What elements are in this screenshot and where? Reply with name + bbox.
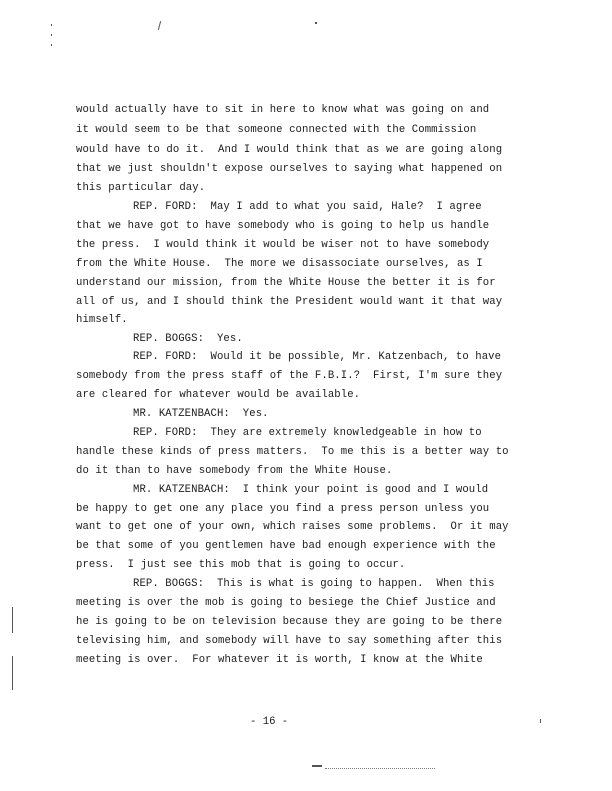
- speaker-line: REP. FORD: Would it be possible, Mr. Katzenbach, to have: [133, 351, 502, 363]
- text-line: himself.: [76, 314, 128, 326]
- speaker-line: REP. BOGGS: This is what is going to happen. When this: [133, 578, 495, 590]
- left-margin-bar-2: [12, 656, 13, 690]
- text-line: be happy to get one any place you find a press person unless you: [76, 503, 490, 515]
- text-line: do it than to have somebody from the White House.: [76, 465, 393, 477]
- left-margin-dot-1: [51, 24, 52, 26]
- text-line: be that some of you gentlemen have bad enough experience with the: [76, 540, 496, 552]
- text-line: understand our mission, from the White House the better it is for: [76, 277, 496, 289]
- top-right-dot: [315, 22, 317, 24]
- speaker-line: REP. FORD: They are extremely knowledgeable in how to: [133, 427, 482, 439]
- speaker-line: REP. FORD: May I add to what you said, Hale? I agree: [133, 201, 482, 213]
- text-line: he is going to be on television because they are going to be there: [76, 616, 503, 628]
- footer-rule: [325, 768, 435, 769]
- top-stray-mark: [158, 21, 161, 30]
- text-line: this particular day.: [76, 182, 206, 194]
- text-line: that we have got to have somebody who is going to help us handle: [76, 220, 490, 232]
- speaker-line: REP. BOGGS: Yes.: [133, 333, 243, 345]
- text-line: handle these kinds of press matters. To me this is a better way to: [76, 446, 509, 458]
- footer-mark: [312, 765, 322, 767]
- speaker-line: MR. KATZENBACH: Yes.: [133, 408, 269, 420]
- text-line: want to get one of your own, which raises some problems. Or it may: [76, 521, 509, 533]
- text-line: it would seem to be that someone connected with the Commission: [76, 124, 477, 136]
- right-margin-dot: [540, 719, 541, 723]
- text-line: from the White House. The more we disassociate ourselves, as I: [76, 258, 483, 270]
- text-line: would have to do it. And I would think that as we are going along: [76, 144, 503, 156]
- left-margin-bar-1: [12, 607, 13, 633]
- text-line: are cleared for whatever would be available.: [76, 389, 361, 401]
- text-line: the press. I would think it would be wiser not to have somebody: [76, 239, 490, 251]
- text-line: press. I just see this mob that is going to occur.: [76, 559, 406, 571]
- text-line: somebody from the press staff of the F.B.I.? First, I'm sure they: [76, 370, 503, 382]
- text-line: meeting is over the mob is going to besiege the Chief Justice and: [76, 597, 496, 609]
- left-margin-dot-3: [51, 44, 52, 46]
- text-line: televising him, and somebody will have to say something after this: [76, 635, 503, 647]
- text-line: meeting is over. For whatever it is worth, I know at the White: [76, 654, 483, 666]
- page-number: - 16 -: [250, 716, 289, 728]
- speaker-line: MR. KATZENBACH: I think your point is good and I would: [133, 484, 489, 496]
- left-margin-dot-2: [51, 34, 52, 36]
- text-line: that we just shouldn't expose ourselves to saying what happened on: [76, 163, 503, 175]
- text-line: would actually have to sit in here to know what was going on and: [76, 104, 490, 116]
- text-line: all of us, and I should think the President would want it that way: [76, 296, 503, 308]
